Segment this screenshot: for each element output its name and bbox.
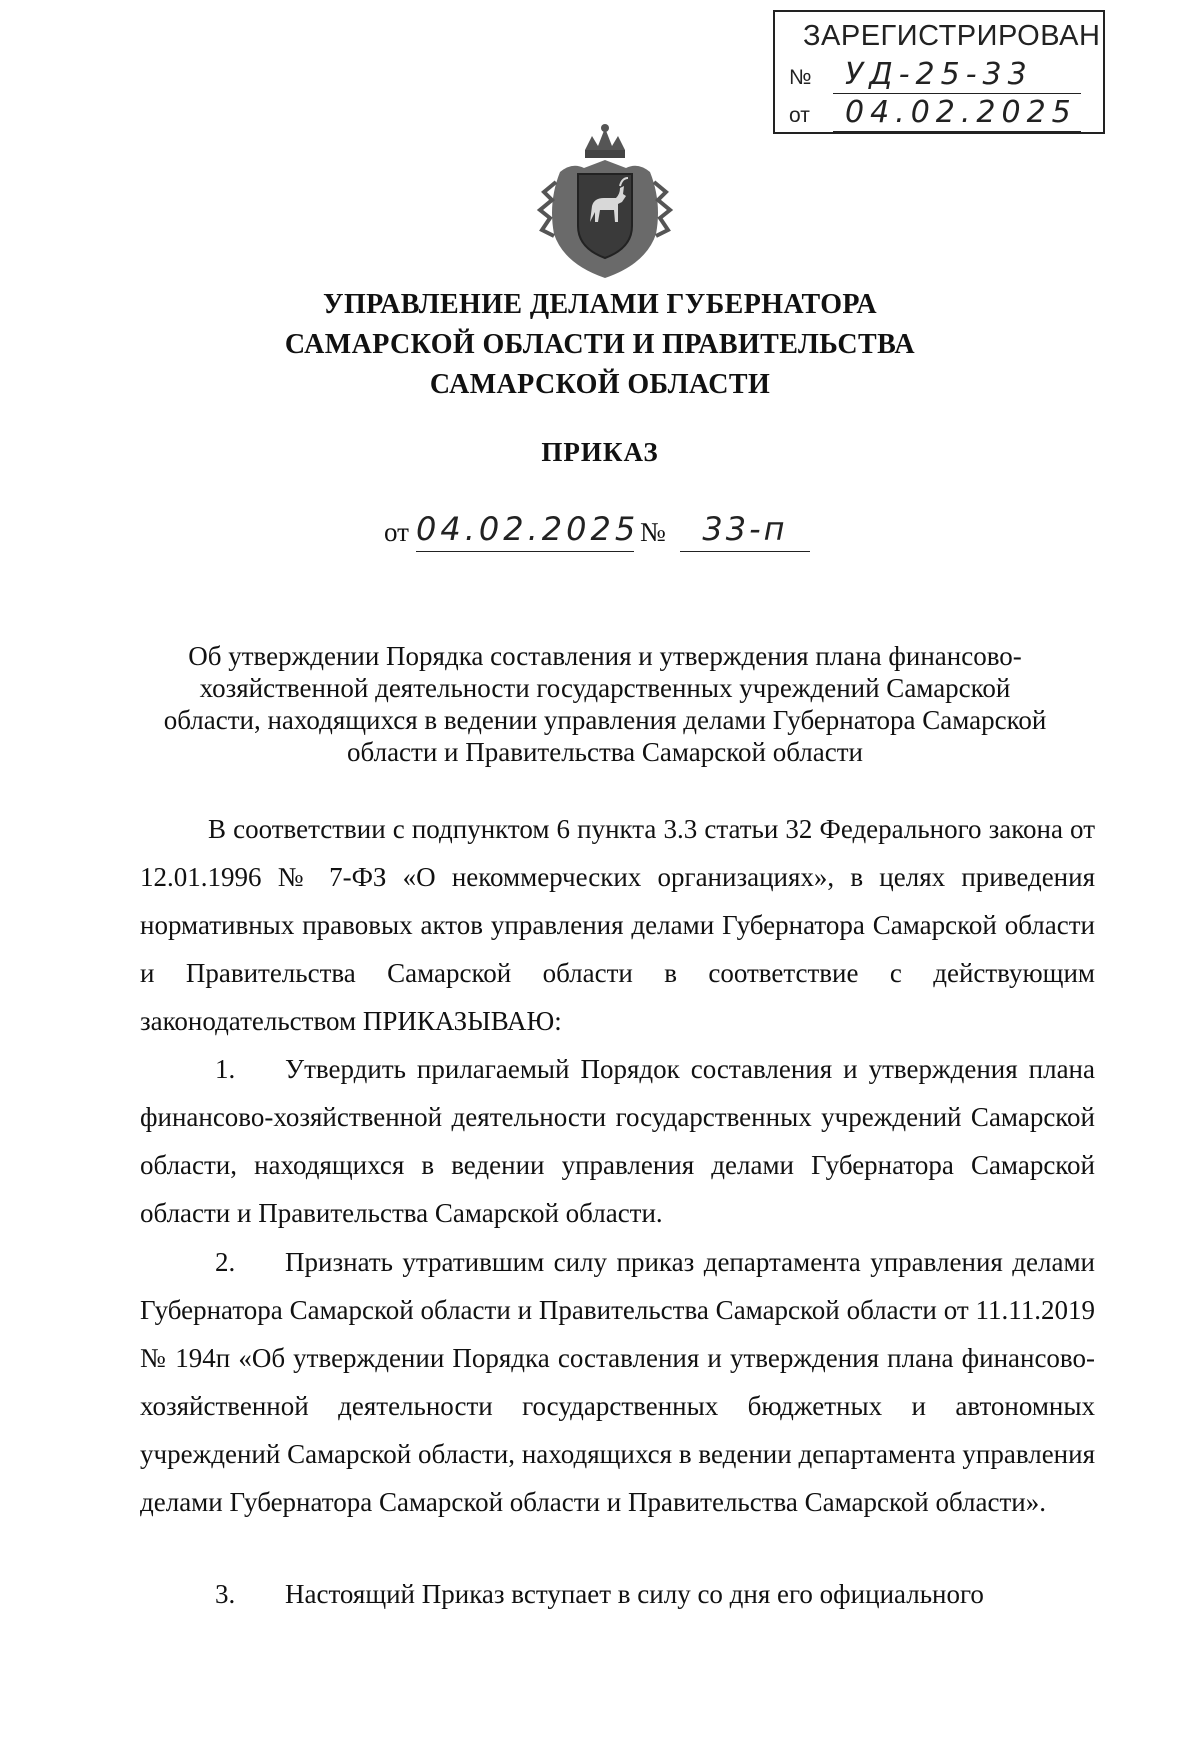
order-date-label: от <box>384 517 409 547</box>
stamp-number-label: № <box>789 66 812 89</box>
stamp-date-row <box>789 92 1089 132</box>
stamp-number-row <box>789 54 1089 94</box>
list-item <box>140 1238 1095 1526</box>
order-number-value: 33-п <box>680 507 810 552</box>
order-subject <box>140 640 1070 768</box>
org-line-3: САМАРСКОЙ ОБЛАСТИ <box>429 369 771 400</box>
subject-line-4: области и Правительства Самарской области <box>347 737 863 767</box>
preamble-paragraph: В соответствии с подпунктом 6 пункта 3.3 статьи 32 Федерального закона от 12.01.1996 № 7-ФЗ «О некоммерческих организациях», в целях приведения нормативных правовых актов управления делами Губернатора Самарской области и Правительства Самарской области в соответствие с действующим законодательством ПРИКАЗЫВАЮ: <box>140 814 1095 1036</box>
subject-line-3: области, находящихся в ведении управления делами Губернатора Самарской <box>163 705 1047 735</box>
item-text: Признать утратившим силу приказ департамента управления делами Губернатора Самарской области и Правительства Самарской области от 11.11.2019 № 194п «Об утверждении Порядка составления и утверждения плана финансово-хозяйственной деятельности государственных бюджетных и автономных учреждений Самарской области, находящихся в ведении департамента управления делами Губернатора Самарской области и Правительства Самарской области». <box>140 1247 1095 1517</box>
organization-name <box>200 285 1000 405</box>
list-item <box>140 1570 1095 1618</box>
subject-line-1: Об утверждении Порядка составления и утверждения плана финансово- <box>188 641 1022 671</box>
document-type: ПРИКАЗ <box>541 437 659 467</box>
order-number-label: № <box>640 517 666 547</box>
samara-region-coat-of-arms-icon <box>530 122 680 284</box>
item-number: 2. <box>215 1247 236 1277</box>
item-number: 1. <box>215 1054 236 1084</box>
stamp-number-value: УД-25-33 <box>833 57 1081 94</box>
order-date-number <box>384 500 824 556</box>
item-number: 3. <box>215 1579 236 1609</box>
subject-line-2: хозяйственной деятельности государственных учреждений Самарской <box>199 673 1011 703</box>
stamp-title: ЗАРЕГИСТРИРОВАН <box>803 20 1101 52</box>
list-item <box>140 1045 1095 1237</box>
org-line-2: САМАРСКОЙ ОБЛАСТИ И ПРАВИТЕЛЬСТВА <box>284 329 916 360</box>
item-text: Настоящий Приказ вступает в силу со дня его официального <box>285 1579 984 1609</box>
stamp-date-label: от <box>789 104 810 127</box>
org-line-1: УПРАВЛЕНИЕ ДЕЛАМИ ГУБЕРНАТОРА <box>323 289 877 320</box>
order-date-value: 04.02.2025 <box>416 507 634 552</box>
stamp-date-value: 04.02.2025 <box>833 95 1081 132</box>
item-text: Утвердить прилагаемый Порядок составления и утверждения плана финансово-хозяйственной деятельности государственных учреждений Самарской области, находящихся в ведении управления делами Губернатора Самарской области и Правительства Самарской области. <box>140 1054 1095 1228</box>
registration-stamp <box>773 10 1105 134</box>
